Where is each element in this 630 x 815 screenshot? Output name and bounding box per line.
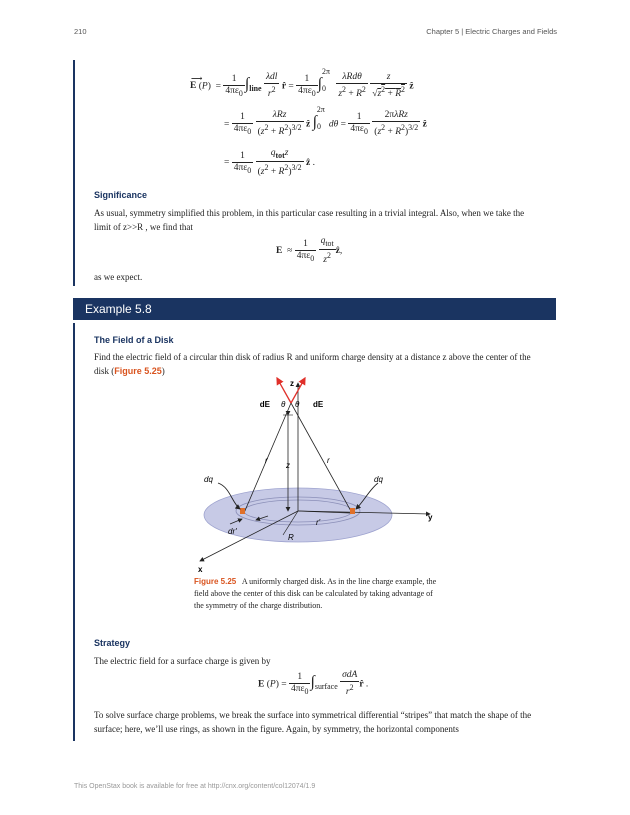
figure-link[interactable]: Figure 5.25 (114, 366, 162, 376)
strategy-text-2: To solve surface charge problems, we break the surface into symmetrical differential “stripes” that match the shape of the surface; here, we’ll use rings, as shown in the figure. Again, by symmetry, the horizontal components (94, 710, 532, 734)
r-right-label: r (327, 456, 330, 465)
y-axis-label: y (428, 513, 433, 522)
significance-text: As usual, symmetry simplified this problem, in this particular case resulting in a trivial integral. Also, when we take the limit of z>>R , we find that (94, 208, 525, 232)
charged-disk-figure (190, 375, 450, 575)
equation-line-1: E ⟶ (P) = $\frac{1}{4\pi\varepsilon_0}$ $\int_{line}$ $\frac{\text{λdl}}{r^2}$ r̂ = $\frac{1}{4\pi\varepsilon_0}$ $\int_0^{2\pi}$ $\frac{\text{λRdθ}}{z^2 + R^2}$ $\frac{z}{√z^2 + R^2}$ ẑ (190, 67, 414, 100)
r-prime-label: r' (316, 518, 321, 527)
example-subheading: The Field of a Disk (94, 335, 174, 345)
dq-right-label: dq (374, 475, 383, 484)
footer: This OpenStax book is available for free at http://cnx.org/content/col12074/1.9 (74, 783, 316, 790)
example-left-bar (73, 323, 75, 741)
dq-left-label: dq (204, 475, 213, 484)
page-number: 210 (74, 27, 87, 36)
R-label: R (288, 533, 294, 542)
strategy-text: The electric field for a surface charge is given by (94, 656, 271, 666)
problem-text-end: ) (161, 366, 165, 376)
figure-caption-text: A uniformly charged disk. As in the line charge example, the field above the center of this disk can be calculated by taking advantage of the symmetry of the charge distribution. (194, 577, 437, 610)
figure-caption (194, 576, 444, 612)
equation-line-3: = $\frac{1}{4\pi\varepsilon_0}$ $\frac{q_{tot}z}{(z^2 + R^2)^{3/2}}$ ẑ . (224, 148, 315, 178)
significance-after: as we expect. (94, 272, 143, 282)
r-left-label: r (265, 456, 268, 465)
x-axis-label: x (198, 565, 203, 574)
dr-prime-label: dr' (228, 527, 237, 536)
z-axis-label: z (290, 379, 294, 388)
dq-left-element (240, 508, 245, 514)
strategy-heading: Strategy (94, 638, 131, 648)
significance-heading: Significance (94, 190, 148, 200)
dq-right-element (350, 508, 355, 514)
example-title-bar (73, 298, 556, 320)
theta-right-label: θ (295, 400, 300, 409)
de-left-label: dE (259, 400, 270, 409)
de-right-label: dE (313, 400, 324, 409)
figure-caption-label: Figure 5.25 (194, 577, 237, 586)
chapter-header: Chapter 5 | Electric Charges and Fields (426, 27, 557, 36)
theta-left-label: θ (281, 400, 286, 409)
z-height-label: z (286, 461, 290, 470)
problem-text: Find the electric field of a circular thin disk of radius R and uniform charge density at a distance z above the center of the disk ( (94, 352, 531, 376)
equation-line-2: = $\frac{1}{4\pi\varepsilon_0}$ $\frac{\text{λRz}}{(z^2 + R^2)^{3/2}}$ ẑ $\int_0^{2\pi}d\theta$ = $\frac{1}{4\pi\varepsilon_0}$ $\frac{\text{2πλRz}}{(z^2 + R^2)^{3/2}}$ ẑ (224, 105, 427, 138)
example-title: Example 5.8 (85, 302, 152, 316)
example-problem (94, 350, 536, 378)
section-left-bar (73, 60, 75, 286)
